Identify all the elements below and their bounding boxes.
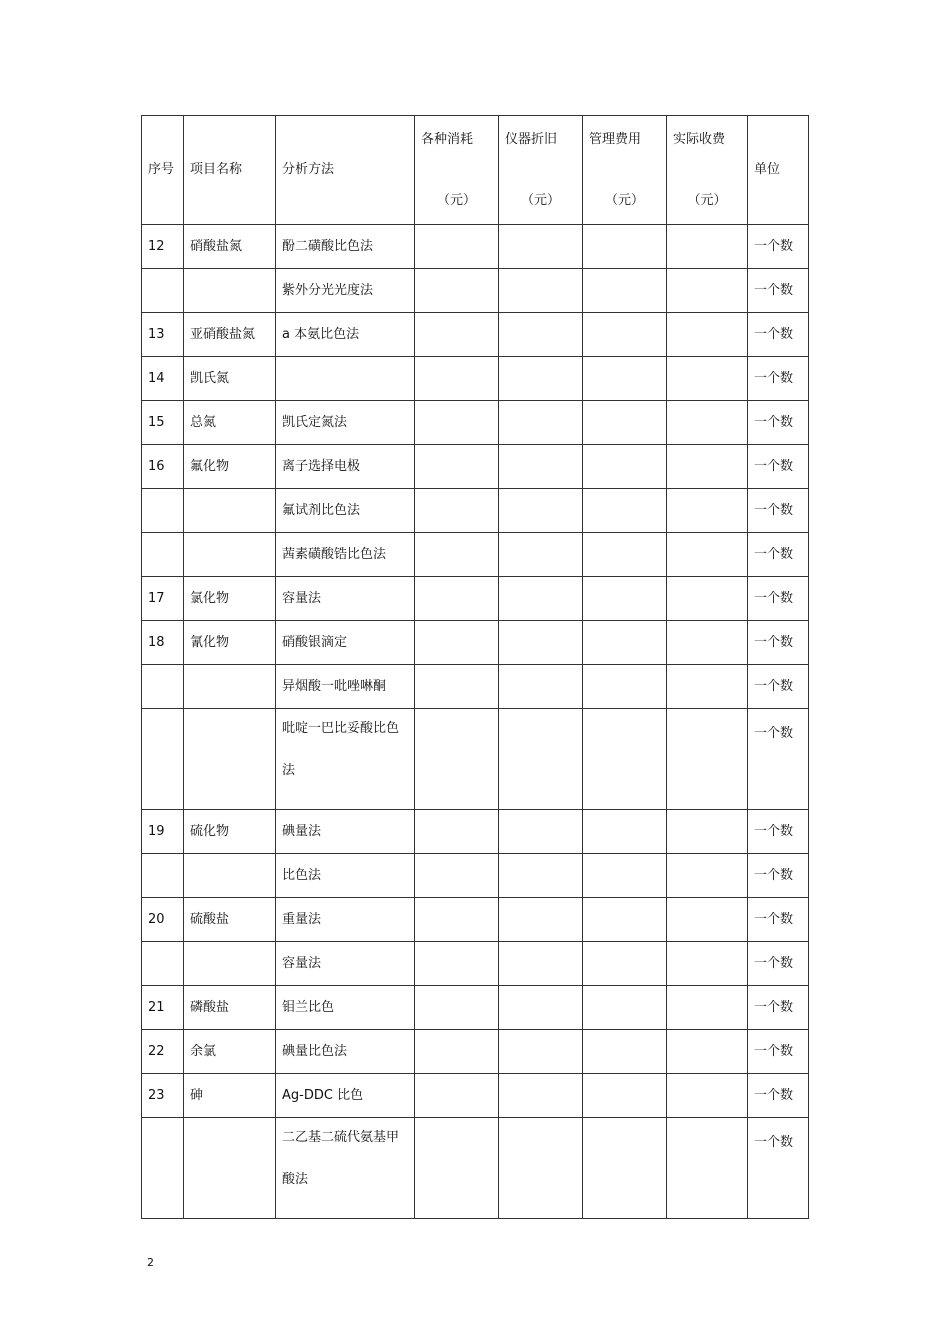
cell-depreciation <box>499 854 583 898</box>
cell-actual <box>667 489 748 533</box>
cell-consumption <box>415 854 499 898</box>
header-actual-unit: （元） <box>687 192 727 208</box>
cell-depreciation <box>499 1118 583 1219</box>
cell-name: 氯化物 <box>184 577 276 621</box>
cell-unit: 一个数 <box>748 854 809 898</box>
cell-name <box>184 489 276 533</box>
cell-management <box>583 986 667 1030</box>
cell-management <box>583 621 667 665</box>
cell-actual <box>667 810 748 854</box>
cell-method <box>276 357 415 401</box>
cell-method <box>276 709 415 810</box>
cell-seq: 14 <box>142 357 184 401</box>
cell-consumption <box>415 577 499 621</box>
cell-unit: 一个数 <box>748 1030 809 1074</box>
cell-depreciation <box>499 313 583 357</box>
cell-seq: 15 <box>142 401 184 445</box>
cell-consumption <box>415 489 499 533</box>
cell-actual <box>667 621 748 665</box>
table-row <box>142 445 809 489</box>
cell-management <box>583 898 667 942</box>
cell-consumption <box>415 269 499 313</box>
cell-consumption <box>415 665 499 709</box>
cell-method: 紫外分光光度法 <box>276 269 415 313</box>
cell-method: 碘量法 <box>276 810 415 854</box>
cell-management <box>583 269 667 313</box>
cell-unit: 一个数 <box>748 489 809 533</box>
cell-management <box>583 1118 667 1219</box>
cell-unit: 一个数 <box>748 269 809 313</box>
cell-unit: 一个数 <box>748 401 809 445</box>
table-row <box>142 401 809 445</box>
table-row <box>142 577 809 621</box>
cell-unit: 一个数 <box>748 1118 809 1219</box>
cell-consumption <box>415 709 499 810</box>
cell-actual <box>667 665 748 709</box>
table-row <box>142 313 809 357</box>
cell-method: 比色法 <box>276 854 415 898</box>
cell-name: 凯氏氮 <box>184 357 276 401</box>
cell-management <box>583 942 667 986</box>
cell-method: 茜素磺酸锆比色法 <box>276 533 415 577</box>
cell-seq: 13 <box>142 313 184 357</box>
cell-method: 硝酸银滴定 <box>276 621 415 665</box>
cell-unit: 一个数 <box>748 445 809 489</box>
cell-actual <box>667 854 748 898</box>
cell-actual <box>667 1118 748 1219</box>
cell-consumption <box>415 357 499 401</box>
table-row <box>142 357 809 401</box>
header-management <box>583 116 667 225</box>
table-row <box>142 269 809 313</box>
cell-method-line2: 酸法 <box>282 1172 309 1187</box>
table-body <box>142 225 809 1219</box>
cell-consumption <box>415 810 499 854</box>
cell-seq: 20 <box>142 898 184 942</box>
cell-unit: 一个数 <box>748 313 809 357</box>
cell-name <box>184 854 276 898</box>
cell-name <box>184 665 276 709</box>
cell-method: 凯氏定氮法 <box>276 401 415 445</box>
header-depreciation-label: 仪器折旧 <box>505 131 558 147</box>
cell-management <box>583 533 667 577</box>
header-actual-label: 实际收费 <box>673 131 726 147</box>
cell-name: 砷 <box>184 1074 276 1118</box>
cell-actual <box>667 709 748 810</box>
cell-name <box>184 1118 276 1219</box>
cell-management <box>583 1030 667 1074</box>
cell-actual <box>667 1074 748 1118</box>
cell-seq: 17 <box>142 577 184 621</box>
cell-name <box>184 942 276 986</box>
cell-method: 碘量比色法 <box>276 1030 415 1074</box>
cell-name: 氰化物 <box>184 621 276 665</box>
table-row <box>142 1030 809 1074</box>
cell-depreciation <box>499 810 583 854</box>
table-row <box>142 986 809 1030</box>
header-row <box>142 116 809 225</box>
cell-actual <box>667 577 748 621</box>
cell-method: 容量法 <box>276 577 415 621</box>
cell-depreciation <box>499 489 583 533</box>
cell-method-line1: 二乙基二硫代氨基甲 <box>282 1130 400 1145</box>
cell-actual <box>667 357 748 401</box>
cell-seq: 19 <box>142 810 184 854</box>
cell-seq <box>142 269 184 313</box>
cell-management <box>583 225 667 269</box>
table-row <box>142 489 809 533</box>
cell-management <box>583 1074 667 1118</box>
fee-table <box>141 115 809 1219</box>
cell-name <box>184 533 276 577</box>
cell-actual <box>667 313 748 357</box>
cell-actual <box>667 269 748 313</box>
table-row <box>142 225 809 269</box>
header-consumption-label: 各种消耗 <box>421 131 474 147</box>
table-row <box>142 709 809 810</box>
cell-method: 异烟酸一吡唑啉酮 <box>276 665 415 709</box>
cell-depreciation <box>499 269 583 313</box>
cell-management <box>583 489 667 533</box>
header-management-unit: （元） <box>604 192 644 208</box>
header-consumption <box>415 116 499 225</box>
cell-unit: 一个数 <box>748 1074 809 1118</box>
cell-seq: 18 <box>142 621 184 665</box>
cell-consumption <box>415 1030 499 1074</box>
cell-management <box>583 665 667 709</box>
table-row <box>142 898 809 942</box>
cell-method: a 本氨比色法 <box>276 313 415 357</box>
cell-depreciation <box>499 533 583 577</box>
cell-consumption <box>415 1074 499 1118</box>
cell-consumption <box>415 898 499 942</box>
cell-actual <box>667 986 748 1030</box>
header-depreciation <box>499 116 583 225</box>
header-actual <box>667 116 748 225</box>
table-row <box>142 854 809 898</box>
cell-method: 容量法 <box>276 942 415 986</box>
table-row <box>142 533 809 577</box>
header-seq: 序号 <box>142 116 184 225</box>
cell-depreciation <box>499 709 583 810</box>
table-row <box>142 621 809 665</box>
cell-unit: 一个数 <box>748 621 809 665</box>
cell-consumption <box>415 225 499 269</box>
cell-name: 硫化物 <box>184 810 276 854</box>
cell-seq <box>142 709 184 810</box>
cell-management <box>583 709 667 810</box>
cell-method-line2: 法 <box>282 763 296 778</box>
cell-depreciation <box>499 1030 583 1074</box>
cell-seq: 21 <box>142 986 184 1030</box>
cell-unit: 一个数 <box>748 533 809 577</box>
header-depreciation-unit: （元） <box>520 192 560 208</box>
cell-management <box>583 577 667 621</box>
cell-actual <box>667 898 748 942</box>
cell-name: 氟化物 <box>184 445 276 489</box>
cell-actual <box>667 445 748 489</box>
cell-method: 氟试剂比色法 <box>276 489 415 533</box>
cell-consumption <box>415 986 499 1030</box>
cell-name: 亚硝酸盐氮 <box>184 313 276 357</box>
cell-seq: 22 <box>142 1030 184 1074</box>
cell-consumption <box>415 401 499 445</box>
cell-depreciation <box>499 942 583 986</box>
cell-method: 酚二磺酸比色法 <box>276 225 415 269</box>
cell-method: 离子选择电极 <box>276 445 415 489</box>
cell-actual <box>667 401 748 445</box>
cell-name <box>184 709 276 810</box>
cell-management <box>583 313 667 357</box>
cell-method: 重量法 <box>276 898 415 942</box>
cell-depreciation <box>499 621 583 665</box>
cell-name: 硝酸盐氮 <box>184 225 276 269</box>
table-row <box>142 1074 809 1118</box>
cell-method: 钼兰比色 <box>276 986 415 1030</box>
table-row <box>142 1118 809 1219</box>
cell-seq: 12 <box>142 225 184 269</box>
cell-unit: 一个数 <box>748 709 809 810</box>
cell-method <box>276 1118 415 1219</box>
cell-depreciation <box>499 225 583 269</box>
cell-depreciation <box>499 577 583 621</box>
cell-seq <box>142 665 184 709</box>
cell-depreciation <box>499 357 583 401</box>
cell-management <box>583 810 667 854</box>
cell-consumption <box>415 533 499 577</box>
cell-seq <box>142 942 184 986</box>
table-row <box>142 942 809 986</box>
cell-name: 总氮 <box>184 401 276 445</box>
cell-consumption <box>415 1118 499 1219</box>
header-management-label: 管理费用 <box>589 131 642 147</box>
cell-name <box>184 269 276 313</box>
cell-unit: 一个数 <box>748 357 809 401</box>
header-unit: 单位 <box>748 116 809 225</box>
page-number: 2 <box>147 1256 154 1269</box>
cell-unit: 一个数 <box>748 225 809 269</box>
cell-depreciation <box>499 986 583 1030</box>
cell-unit: 一个数 <box>748 942 809 986</box>
cell-management <box>583 357 667 401</box>
cell-method-line1: 吡啶一巴比妥酸比色 <box>282 721 400 736</box>
cell-unit: 一个数 <box>748 986 809 1030</box>
cell-name: 余氯 <box>184 1030 276 1074</box>
cell-consumption <box>415 621 499 665</box>
cell-consumption <box>415 313 499 357</box>
cell-depreciation <box>499 898 583 942</box>
cell-management <box>583 445 667 489</box>
cell-depreciation <box>499 445 583 489</box>
cell-management <box>583 401 667 445</box>
cell-depreciation <box>499 401 583 445</box>
cell-consumption <box>415 942 499 986</box>
cell-actual <box>667 533 748 577</box>
cell-actual <box>667 225 748 269</box>
table-row <box>142 810 809 854</box>
header-name: 项目名称 <box>184 116 276 225</box>
cell-management <box>583 854 667 898</box>
cell-seq <box>142 854 184 898</box>
cell-actual <box>667 942 748 986</box>
cell-name: 磷酸盐 <box>184 986 276 1030</box>
cell-method: Ag-DDC 比色 <box>276 1074 415 1118</box>
cell-unit: 一个数 <box>748 898 809 942</box>
header-consumption-unit: （元） <box>436 192 476 208</box>
cell-depreciation <box>499 1074 583 1118</box>
cell-unit: 一个数 <box>748 665 809 709</box>
cell-consumption <box>415 445 499 489</box>
table-row <box>142 665 809 709</box>
cell-unit: 一个数 <box>748 810 809 854</box>
cell-seq: 16 <box>142 445 184 489</box>
cell-depreciation <box>499 665 583 709</box>
cell-seq: 23 <box>142 1074 184 1118</box>
cell-actual <box>667 1030 748 1074</box>
cell-unit: 一个数 <box>748 577 809 621</box>
cell-name: 硫酸盐 <box>184 898 276 942</box>
cell-seq <box>142 533 184 577</box>
cell-seq <box>142 489 184 533</box>
header-method: 分析方法 <box>276 116 415 225</box>
cell-seq <box>142 1118 184 1219</box>
